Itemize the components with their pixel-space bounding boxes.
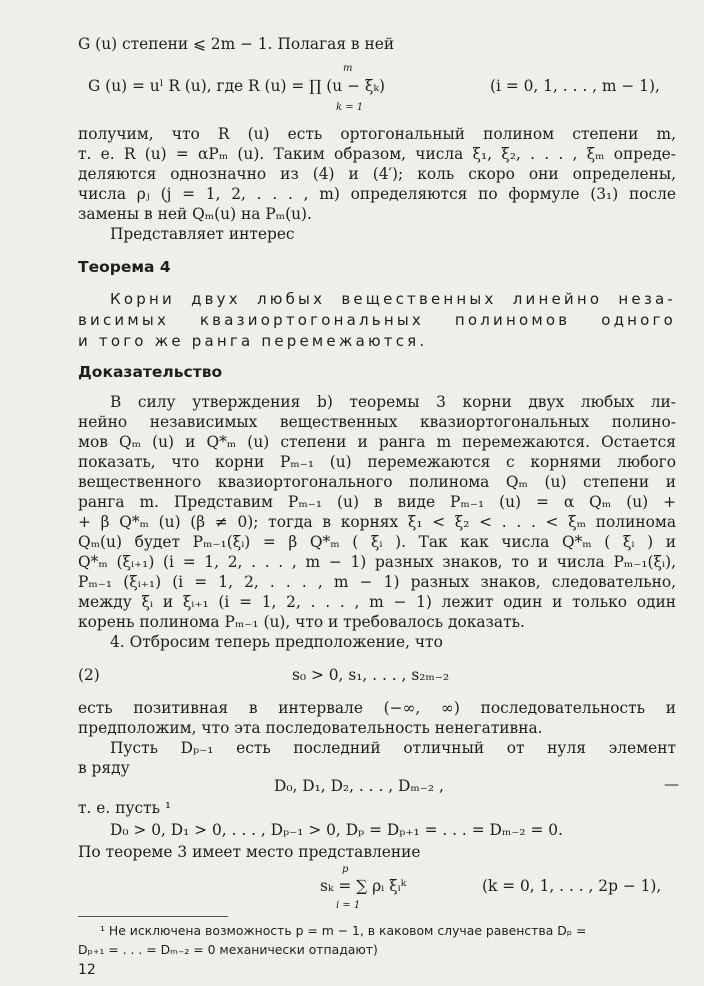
text-line: Пусть Dₚ₋₁ есть последний отличный от нуля элемент: [110, 739, 676, 757]
text-line: деляются однозначно из (4) и (4′); коль скоро они определены,: [78, 165, 676, 183]
proof-line: вещественного квазиортогонального полинома Qₘ (u) степени и: [78, 473, 676, 491]
text-line: По теореме 3 имеет место представление: [78, 843, 421, 861]
proof-line: нейно независимых вещественных квазиортогональных полино-: [78, 413, 676, 431]
text-line: Представляет интерес: [110, 225, 295, 243]
proof-line: ранга m. Представим Pₘ₋₁ (u) в виде Pₘ₋₁ (u) = α Qₘ (u) +: [78, 493, 676, 511]
text-line: получим, что R (u) есть ортогональный полином степени m,: [78, 125, 676, 143]
equation-label: (2): [78, 666, 100, 684]
proof-line: корень полинома Pₘ₋₁ (u), что и требовалось доказать.: [78, 613, 525, 631]
formula-determinant-series: D₀, D₁, D₂, . . . , Dₘ₋₂ ,: [274, 777, 444, 795]
proof-line: показать, что корни Pₘ₋₁ (u) перемежаются с корнями любого: [78, 453, 676, 471]
sum-upper-limit: p: [342, 864, 349, 875]
proof-line: Q*ₘ (ξᵢ₊₁) (i = 1, 2, . . . , m − 1) разных знаков, то и числа Pₘ₋₁(ξᵢ),: [78, 553, 676, 571]
sum-lower-limit: i = 1: [336, 900, 361, 911]
section-4-intro: 4. Отбросим теперь предположение, что: [110, 633, 443, 651]
proof-title: Доказательство: [78, 363, 223, 381]
product-lower-limit: k = 1: [336, 102, 364, 113]
formula-moment-sum: sₖ = ∑ ρᵢ ξᵢᵏ: [320, 877, 407, 895]
page-number: 12: [78, 962, 96, 978]
margin-dash: —: [664, 775, 679, 793]
text-line: замены в ней Qₘ(u) на Pₘ(u).: [78, 205, 312, 223]
proof-line: + β Q*ₘ (u) (β ≠ 0); тогда в корнях ξ₁ < ξ₂ < . . . < ξₘ полинома: [78, 513, 676, 531]
theorem-statement-line: Корни двух любых вещественных линейно неза-: [110, 290, 676, 308]
theorem-statement-line: и того же ранга перемежаются.: [78, 332, 428, 350]
text-line: числа ρⱼ (j = 1, 2, . . . , m) определяются по формуле (3₁) после: [78, 185, 676, 203]
text-line: G (u) степени ⩽ 2m − 1. Полагая в ней: [78, 35, 395, 53]
formula-product: G (u) = uˡ R (u), где R (u) = ∏ (u − ξₖ): [88, 77, 385, 95]
proof-line: В силу утверждения b) теоремы 3 корни двух любых ли-: [110, 393, 676, 411]
footnote-line: ¹ Не исключена возможность p = m − 1, в каковом случае равенства Dₚ =: [100, 923, 587, 938]
formula-determinants: D₀ > 0, D₁ > 0, . . . , Dₚ₋₁ > 0, Dₚ = Dₚ₊₁ = . . . = Dₘ₋₂ = 0.: [110, 821, 563, 839]
text-line: т. е. пусть ¹: [78, 799, 172, 817]
text-line: есть позитивная в интервале (−∞, ∞) последовательность и: [78, 699, 676, 717]
proof-line: Pₘ₋₁ (ξᵢ₊₁) (i = 1, 2, . . . , m − 1) разных знаков, следовательно,: [78, 573, 676, 591]
product-upper-limit: m: [343, 63, 353, 74]
proof-line: Qₘ(u) будет Pₘ₋₁(ξᵢ) = β Q*ₘ ( ξᵢ ). Так как числа Q*ₘ ( ξᵢ ) и: [78, 533, 676, 551]
footnote-rule: [78, 916, 228, 917]
footnote-line: Dₚ₊₁ = . . . = Dₘ₋₂ = 0 механически отпадают): [78, 942, 378, 957]
text-line: предположим, что эта последовательность ненегативна.: [78, 719, 543, 737]
proof-line: между ξᵢ и ξᵢ₊₁ (i = 1, 2, . . . , m − 1) лежит один и только один: [78, 593, 676, 611]
proof-line: мов Qₘ (u) и Q*ₘ (u) степени и ранга m перемежаются. Остается: [78, 433, 676, 451]
text-line: в ряду: [78, 759, 130, 777]
theorem-title: Теорема 4: [78, 258, 171, 276]
formula-moment-range: (k = 0, 1, . . . , 2p − 1),: [482, 877, 662, 895]
text-line: т. е. R (u) = αPₘ (u). Таким образом, числа ξ₁, ξ₂, . . . , ξₘ опреде-: [78, 145, 676, 163]
formula-product-range: (i = 0, 1, . . . , m − 1),: [490, 77, 660, 95]
theorem-statement-line: висимых квазиортогональных полиномов одного: [78, 311, 676, 329]
formula-sequence: s₀ > 0, s₁, . . . , s₂ₘ₋₂: [292, 666, 450, 684]
